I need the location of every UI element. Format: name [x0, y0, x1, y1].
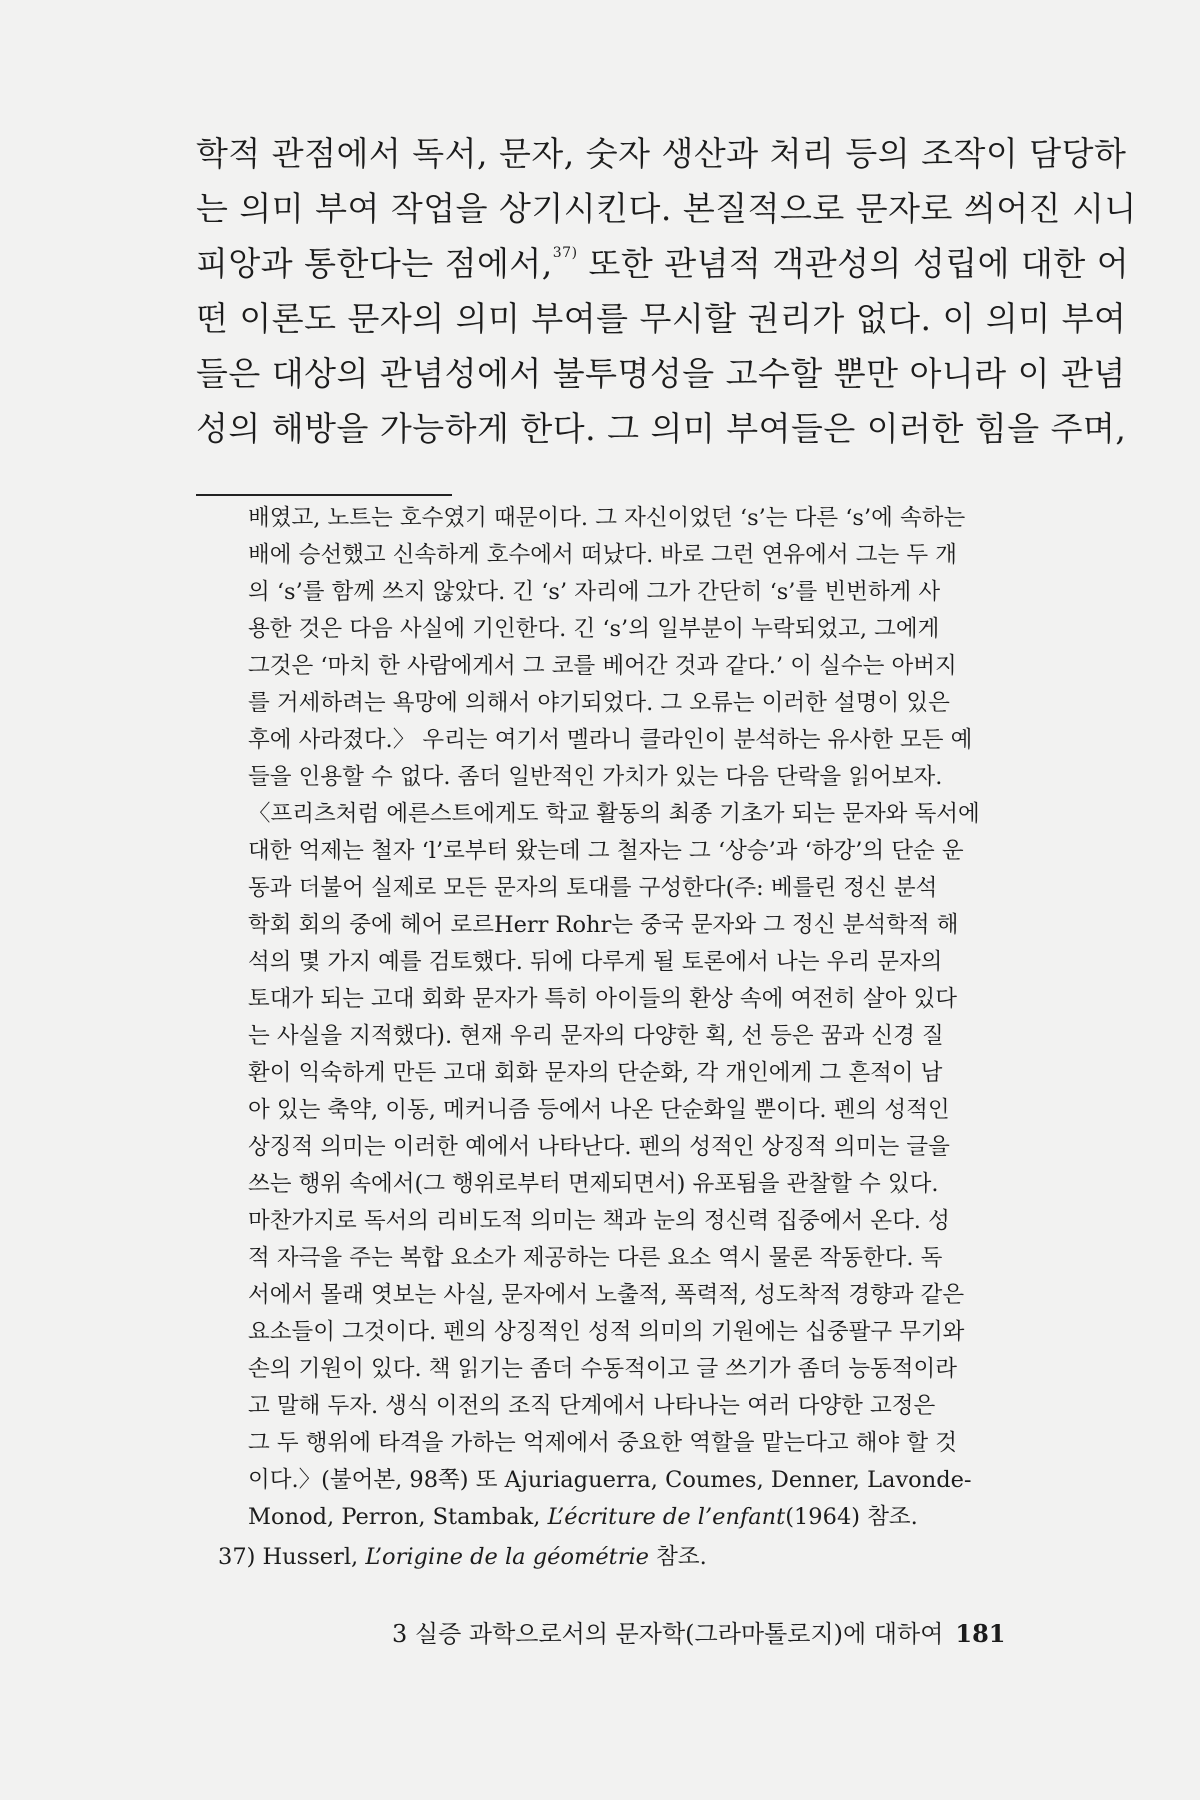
footnote-line: 대한 억제는 철자 ‘l’로부터 왔는데 그 철자는 그 ‘상승’과 ‘하강’의 단순 운 — [248, 838, 964, 864]
main-line: 떤 이론도 문자의 의미 부여를 무시할 권리가 없다. 이 의미 부여 — [196, 299, 1127, 338]
footnote-line: 의 ‘s’를 함께 쓰지 않았다. 긴 ‘s’ 자리에 그가 간단히 ‘s’를 빈번하게 사 — [248, 579, 941, 605]
footnote-line — [248, 1499, 1048, 1536]
main-line-text: 또한 관념적 객관성의 성립에 대한 어 — [577, 244, 1130, 283]
footnote-line: 배에 승선했고 신속하게 호수에서 떠났다. 바로 그런 연유에서 그는 두 개 — [248, 542, 957, 568]
footnote-line: 토대가 되는 고대 회화 문자가 특히 아이들의 환상 속에 여전히 살아 있다 — [248, 986, 957, 1012]
footnote-line: 학회 회의 중에 헤어 로르Herr Rohr는 중국 문자와 그 정신 분석학적 해 — [248, 912, 959, 938]
footnote-line: 고 말해 두자. 생식 이전의 조직 단계에서 나타나는 여러 다양한 고정은 — [248, 1393, 936, 1419]
footnotes — [218, 500, 1048, 1576]
main-text — [196, 126, 1137, 456]
footnote-line: 용한 것은 다음 사실에 기인한다. 긴 ‘s’의 일부분이 누락되었고, 그에게 — [248, 616, 940, 642]
footnote-line: 적 자극을 주는 복합 요소가 제공하는 다른 요소 역시 물론 작동한다. 독 — [248, 1245, 943, 1271]
book-title: L’écriture de l’enfant — [547, 1504, 786, 1530]
footnote-37 — [218, 1539, 1018, 1576]
main-line: 들은 대상의 관념성에서 불투명성을 고수할 뿐만 아니라 이 관념 — [196, 354, 1126, 393]
main-line — [196, 236, 1130, 291]
footnote-text: (1964) 참조. — [785, 1504, 918, 1530]
main-line: 학적 관점에서 독서, 문자, 숫자 생산과 처리 등의 조작이 담당하 — [196, 134, 1127, 173]
footnote-line: 상징적 의미는 이러한 예에서 나타난다. 펜의 성적인 상징적 의미는 글을 — [248, 1134, 950, 1160]
footnote-separator — [196, 494, 452, 496]
footnote-line: 이다.〉(불어본, 98쪽) 또 Ajuriaguerra, Coumes, Denner, Lavonde- — [248, 1467, 972, 1493]
footnote-line: 들을 인용할 수 없다. 좀더 일반적인 가치가 있는 다음 단락을 읽어보자. — [248, 764, 943, 790]
book-title: L’origine de la géométrie — [365, 1544, 649, 1570]
footnote-text: Monod, Perron, Stambak, — [248, 1504, 548, 1530]
footnote-text: 37) Husserl, — [218, 1544, 366, 1570]
main-line-text: 피앙과 통한다는 점에서, — [196, 244, 553, 283]
footnote-line: 는 사실을 지적했다). 현재 우리 문자의 다양한 획, 선 등은 꿈과 신경 질 — [248, 1023, 944, 1049]
footnote-line: 환이 익숙하게 만든 고대 회화 문자의 단순화, 각 개인에게 그 흔적이 남 — [248, 1060, 943, 1086]
footnote-marker: 37) — [552, 245, 578, 261]
footnote-line: 그 두 행위에 타격을 가하는 억제에서 중요한 역할을 맡는다고 해야 할 것 — [248, 1430, 957, 1456]
footnote-line: 석의 몇 가지 예를 검토했다. 뒤에 다루게 될 토론에서 나는 우리 문자의 — [248, 949, 943, 975]
main-line: 성의 해방을 가능하게 한다. 그 의미 부여들은 이러한 힘을 주며, — [196, 409, 1127, 448]
footnote-line: 서에서 몰래 엿보는 사실, 문자에서 노출적, 폭력적, 성도착적 경향과 같은 — [248, 1282, 965, 1308]
footnote-line: 동과 더불어 실제로 모든 문자의 토대를 구성한다(주: 베를린 정신 분석 — [248, 875, 938, 901]
footnote-line: 쓰는 행위 속에서(그 행위로부터 면제되면서) 유포됨을 관찰할 수 있다. — [248, 1171, 939, 1197]
footnote-line: 를 거세하려는 욕망에 의해서 야기되었다. 그 오류는 이러한 설명이 있은 — [248, 690, 950, 716]
footnote-line: 〈프리츠처럼 에른스트에게도 학교 활동의 최종 기초가 되는 문자와 독서에 — [248, 801, 980, 827]
page-number: 181 — [955, 1619, 1006, 1648]
footnote-line: 마찬가지로 독서의 리비도적 의미는 책과 눈의 정신력 집중에서 온다. 성 — [248, 1208, 950, 1234]
footnote-line: 요소들이 그것이다. 펜의 상징적인 성적 의미의 기원에는 십중팔구 무기와 — [248, 1319, 965, 1345]
chapter-title: 3 실증 과학으로서의 문자학(그라마톨로지)에 대하여 — [392, 1620, 944, 1648]
footnote-line: 후에 사라졌다.〉 우리는 여기서 멜라니 클라인이 분석하는 유사한 모든 예 — [248, 727, 973, 753]
running-footer — [392, 1614, 1005, 1649]
footnote-text: 참조. — [648, 1544, 707, 1570]
footnote-line: 배였고, 노트는 호수였기 때문이다. 그 자신이었던 ‘s’는 다른 ‘s’에 속하는 — [248, 505, 966, 531]
footnote-line: 손의 기원이 있다. 책 읽기는 좀더 수동적이고 글 쓰기가 좀더 능동적이라 — [248, 1356, 957, 1382]
footnote-line: 그것은 ‘마치 한 사람에게서 그 코를 베어간 것과 같다.’ 이 실수는 아버지 — [248, 653, 957, 679]
main-line: 는 의미 부여 작업을 상기시킨다. 본질적으로 문자로 씌어진 시니 — [196, 189, 1137, 228]
footnote-line: 아 있는 축약, 이동, 메커니즘 등에서 나온 단순화일 뿐이다. 펜의 성적인 — [248, 1097, 950, 1123]
